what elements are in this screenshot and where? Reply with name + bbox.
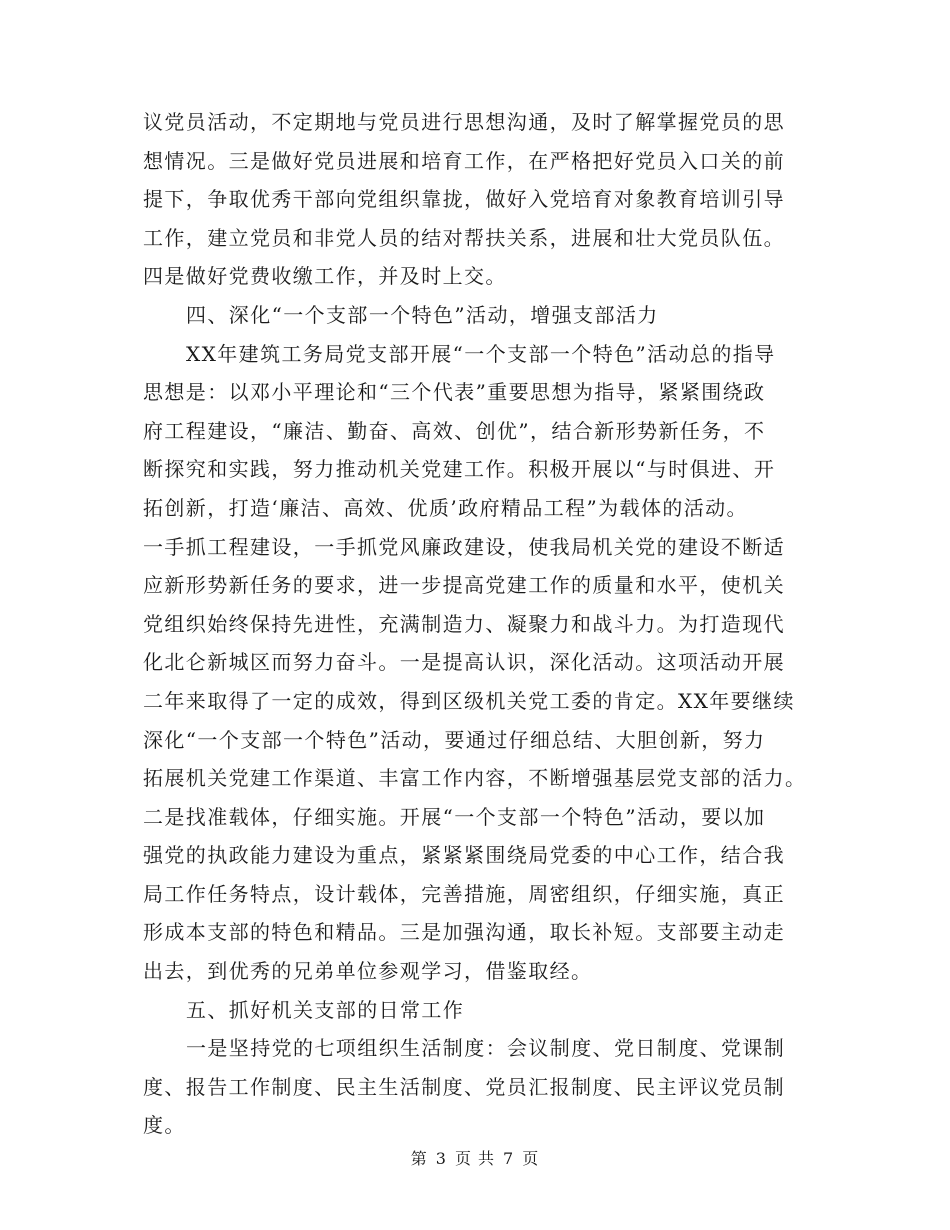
page-suffix: 页 [522, 1149, 540, 1168]
text-line: 工作，建立党员和非党人员的结对帮扶关系，进展和壮大党员队伍。 [143, 225, 785, 250]
text-line: 出去，到优秀的兄弟单位参观学习，借鉴取经。 [143, 959, 593, 984]
text-line: 强党的执政能力建设为重点，紧紧紧围绕局党委的中心工作，结合我 [143, 843, 785, 868]
text-line: 拓展机关党建工作渠道、丰富工作内容，不断增强基层党支部的活力。 [143, 766, 807, 791]
page-mid: 页 共 [454, 1149, 496, 1168]
page-current: 3 [435, 1149, 447, 1168]
text-line: 二年来取得了一定的成效，得到区级机关党工委的肯定。XX年要继续 [143, 688, 795, 713]
text-line: 化北仑新城区而努力奋斗。一是提高认识，深化活动。这项活动开展 [143, 650, 785, 675]
text-line: 五、抓好机关支部的日常工作 [186, 997, 465, 1022]
text-line: 度。 [143, 1113, 186, 1138]
text-line: 深化“一个支部一个特色”活动，要通过仔细总结、大胆创新，努力 [143, 727, 766, 752]
text-line: 一是坚持党的七项组织生活制度：会议制度、党日制度、党课制 [186, 1036, 786, 1061]
text-line: 想情况。三是做好党员进展和培育工作，在严格把好党员入口关的前 [143, 148, 785, 173]
text-line: 党组织始终保持先进性，充满制造力、凝聚力和战斗力。为打造现代 [143, 611, 785, 636]
text-line: 提下，争取优秀干部向党组织靠拢，做好入党培育对象教育培训引导 [143, 187, 785, 212]
text-line: 四、深化“一个支部一个特色”活动，增强支部活力 [186, 302, 659, 327]
text-line: 拓创新，打造‘廉洁、高效、优质’政府精品工程”为载体的活动。 [143, 495, 748, 520]
text-line: 一手抓工程建设，一手抓党风廉政建设，使我局机关党的建设不断适 [143, 534, 785, 559]
page-footer [0, 1146, 950, 1169]
text-line: 应新形势新任务的要求，进一步提高党建工作的质量和水平，使机关 [143, 573, 785, 598]
document-body [143, 103, 813, 1145]
text-line: 思想是：以邓小平理论和“三个代表”重要思想为指导，紧紧围绕政 [143, 380, 766, 405]
text-line: 四是做好党费收缴工作，并及时上交。 [143, 264, 507, 289]
text-line: 断探究和实践，努力推动机关党建工作。积极开展以“与时俱进、开 [143, 457, 776, 482]
page-prefix: 第 [410, 1149, 428, 1168]
page-total: 7 [503, 1149, 515, 1168]
text-line: 府工程建设，“廉洁、勤奋、高效、创优”，结合新形势新任务，不 [143, 418, 766, 443]
text-line: 形成本支部的特色和精品。三是加强沟通，取长补短。支部要主动走 [143, 920, 785, 945]
text-line: 二是找准载体，仔细实施。开展“一个支部一个特色”活动，要以加 [143, 804, 766, 829]
text-line: 度、报告工作制度、民主生活制度、党员汇报制度、民主评议党员制 [143, 1074, 785, 1099]
text-line: 议党员活动，不定期地与党员进行思想沟通，及时了解掌握党员的思 [143, 110, 785, 134]
text-line: 局工作任务特点，设计载体，完善措施，周密组织，仔细实施，真正 [143, 881, 785, 906]
text-line: XX年建筑工务局党支部开展“一个支部一个特色”活动总的指导 [186, 341, 776, 366]
